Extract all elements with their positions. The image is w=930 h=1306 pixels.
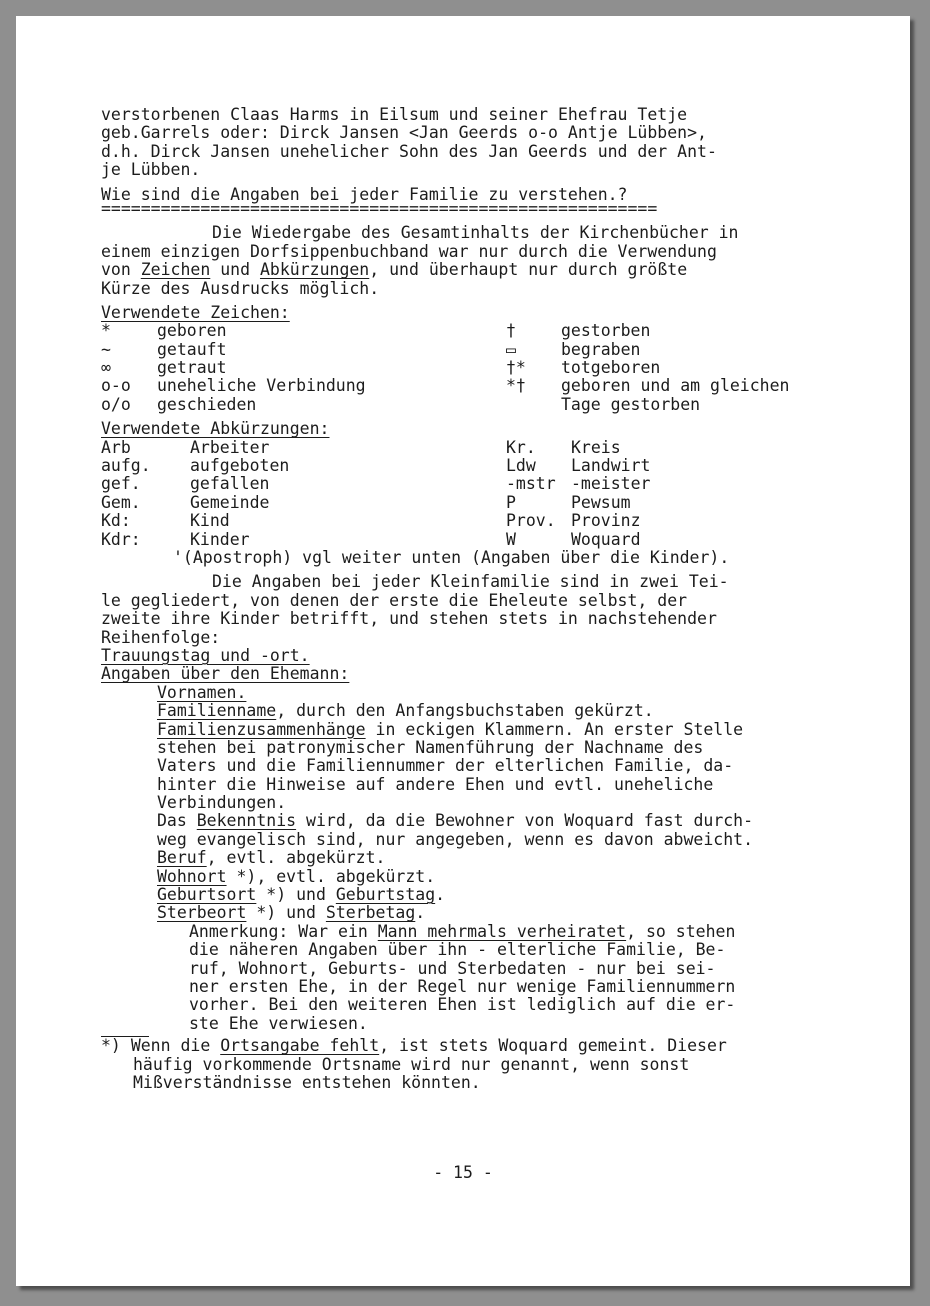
sign-row: [101, 322, 841, 340]
beruf-item: Beruf, evtl. abgekürzt.: [157, 848, 386, 868]
geburt-item: Geburtsort *) und Geburtstag.: [157, 885, 446, 905]
zeichen-term: Zeichen: [140, 260, 211, 280]
abbreviation: W: [506, 529, 516, 549]
paragraph-line: Verbindungen.: [157, 793, 287, 813]
abbreviation: Kr.: [506, 437, 536, 457]
abbreviation-meaning: Pewsum: [571, 492, 631, 512]
sign-symbol: o-o: [101, 376, 131, 396]
wohnort-item: Wohnort *), evtl. abgekürzt.: [157, 866, 436, 886]
paragraph-line: die näheren Angaben über ihn - elterliche Familie, Be-: [189, 940, 726, 960]
anmerkung-note: [101, 923, 841, 1033]
signs-table: [101, 322, 841, 414]
order-paragraph: [101, 573, 841, 647]
sign-label: geschieden: [157, 394, 257, 414]
apostroph-note: '(Apostroph) vgl weiter unten (Angaben über die Kinder).: [173, 547, 730, 567]
paragraph-line: von Zeichen und Abkürzungen, und überhaupt nur durch größte: [101, 260, 688, 280]
sign-symbol: *: [101, 321, 111, 341]
sign-symbol: ~: [101, 339, 111, 359]
paragraph-line: Die Angaben bei jeder Kleinfamilie sind in zwei Tei-: [212, 572, 729, 592]
paragraph-line: vorher. Bei den weiteren Ehen ist lediglich auf die er-: [189, 995, 736, 1015]
sign-label: getauft: [157, 339, 227, 359]
sign-label: totgeboren: [561, 358, 661, 378]
intro-paragraph: [101, 106, 841, 180]
abbreviation-meaning: Kinder: [190, 529, 250, 549]
abbreviation-meaning: aufgeboten: [190, 456, 290, 476]
abbreviation-meaning: Kind: [190, 511, 230, 531]
bekenntnis-item: Das Bekenntnis wird, da die Bewohner von Woquard fast durch-: [157, 811, 754, 831]
abbreviation-meaning: Provinz: [571, 511, 641, 531]
abbreviation: Prov.: [506, 511, 556, 531]
sign-label: getraut: [157, 358, 227, 378]
abbreviation-row: [101, 531, 841, 549]
sign-label: Tage gestorben: [561, 394, 701, 414]
sign-symbol: ∞: [101, 358, 111, 378]
abkuerzungen-term: Abkürzungen: [259, 260, 370, 280]
paragraph-line: ruf, Wohnort, Geburts- und Sterbedaten - nur bei sei-: [189, 958, 716, 978]
abbreviation-meaning: gefallen: [190, 474, 270, 494]
paragraph-line: hinter die Hinweise auf andere Ehen und evtl. uneheliche: [157, 774, 714, 794]
paragraph-line: ner ersten Ehe, in der Regel nur wenige Familiennummern: [189, 976, 736, 996]
heading-double-rule: ========================================================: [101, 198, 658, 218]
sign-row: [101, 377, 841, 395]
footnote-line: häufig vorkommende Ortsname wird nur genannt, wenn sonst: [133, 1054, 690, 1074]
page-number: - 15 -: [433, 1163, 493, 1182]
signs-paragraph: [101, 224, 841, 298]
paragraph-line: le gegliedert, von denen der erste die Eheleute selbst, der: [101, 590, 688, 610]
paragraph-line: Vaters und die Familiennummer der elterlichen Familie, da-: [157, 756, 734, 776]
paragraph-line: Reihenfolge:: [101, 627, 221, 647]
abbreviations-heading: Verwendete Abkürzungen:: [101, 419, 330, 439]
paragraph-line: Kürze des Ausdrucks möglich.: [101, 278, 380, 298]
abbreviation-meaning: Woquard: [571, 529, 641, 549]
document-page: [16, 16, 910, 1286]
paragraph-line: ste Ehe verwiesen.: [189, 1013, 368, 1033]
intro-line: geb.Garrels oder: Dirck Jansen <Jan Geerds o-o Antje Lübben>,: [101, 123, 707, 143]
sign-label: geboren: [157, 321, 227, 341]
footnote: [101, 1037, 841, 1092]
sign-label: gestorben: [561, 321, 651, 341]
document-body: [101, 106, 841, 1092]
paragraph-line: zweite ihre Kinder betrifft, und stehen stets in nachstehender: [101, 609, 717, 629]
abbreviation-meaning: Gemeinde: [190, 492, 270, 512]
sign-row: [101, 341, 841, 359]
husband-heading: Angaben über den Ehemann:: [101, 664, 350, 684]
intro-line: verstorbenen Claas Harms in Eilsum und seiner Ehefrau Tetje: [101, 105, 688, 124]
abbreviation-meaning: Arbeiter: [190, 437, 270, 457]
section-heading: Wie sind die Angaben bei jeder Familie zu verstehen.?: [101, 184, 628, 204]
footnote-mark: *): [101, 1036, 121, 1056]
abbreviation: gef.: [101, 474, 141, 494]
abbreviation: Gem.: [101, 492, 141, 512]
sign-row: [101, 359, 841, 377]
familienname-item: Familienname, durch den Anfangsbuchstaben gekürzt.: [157, 701, 654, 721]
paragraph-line: stehen bei patronymischer Namenführung der Nachname des: [157, 737, 704, 757]
husband-list: [101, 684, 841, 1033]
sign-label: begraben: [561, 339, 641, 359]
footnote-line: *) Wenn die Ortsangabe fehlt, ist stets Woquard gemeint. Dieser: [101, 1036, 727, 1056]
sign-symbol: *†: [506, 376, 526, 396]
signs-heading: Verwendete Zeichen:: [101, 302, 290, 322]
intro-line: d.h. Dirck Jansen unehelicher Sohn des Jan Geerds und der Ant-: [101, 141, 717, 161]
abbreviation-row: [101, 512, 841, 530]
abbreviation: aufg.: [101, 456, 151, 476]
abbreviations-table: [101, 439, 841, 549]
sign-symbol: †*: [506, 358, 526, 378]
abbreviation: Kd:: [101, 511, 131, 531]
paragraph-line: einem einzigen Dorfsippenbuchband war nur durch die Verwendung: [101, 241, 717, 261]
abbreviation: P: [506, 492, 516, 512]
sterbe-item: Sterbeort *) und Sterbetag.: [157, 903, 426, 923]
footnote-line: Mißverständnisse entstehen könnten.: [133, 1072, 481, 1092]
abbreviation-meaning: Landwirt: [571, 456, 651, 476]
sign-row: [101, 396, 841, 414]
sign-symbol: ▭: [506, 339, 516, 359]
vornamen-item: Vornamen.: [157, 682, 247, 702]
abbreviation: Kdr:: [101, 529, 141, 549]
zusammenhaenge-item: Familienzusammenhänge in eckigen Klammern. An erster Stelle: [157, 719, 744, 739]
abbreviation: -mstr: [506, 474, 556, 494]
abbreviation: Ldw: [506, 456, 536, 476]
sign-label: uneheliche Verbindung: [157, 376, 366, 396]
abbreviation-row: [101, 439, 841, 457]
trauung-item: Trauungstag und -ort.: [101, 645, 310, 665]
abbreviation-row: [101, 457, 841, 475]
sign-symbol: †: [506, 321, 516, 341]
abbreviation-meaning: Kreis: [571, 437, 621, 457]
abbreviation: Arb: [101, 437, 131, 457]
paragraph-line: Die Wiedergabe des Gesamtinhalts der Kirchenbücher in: [212, 223, 739, 243]
intro-line: je Lübben.: [101, 160, 201, 180]
sign-symbol: o/o: [101, 394, 131, 414]
abbreviation-row: [101, 475, 841, 493]
sign-label: geboren und am gleichen: [561, 376, 790, 396]
paragraph-line: weg evangelisch sind, nur angegeben, wenn es davon abweicht.: [157, 829, 754, 849]
abbreviation-meaning: -meister: [571, 474, 651, 494]
paragraph-line: Anmerkung: War ein Mann mehrmals verheiratet, so stehen: [189, 921, 736, 941]
abbreviation-row: [101, 494, 841, 512]
